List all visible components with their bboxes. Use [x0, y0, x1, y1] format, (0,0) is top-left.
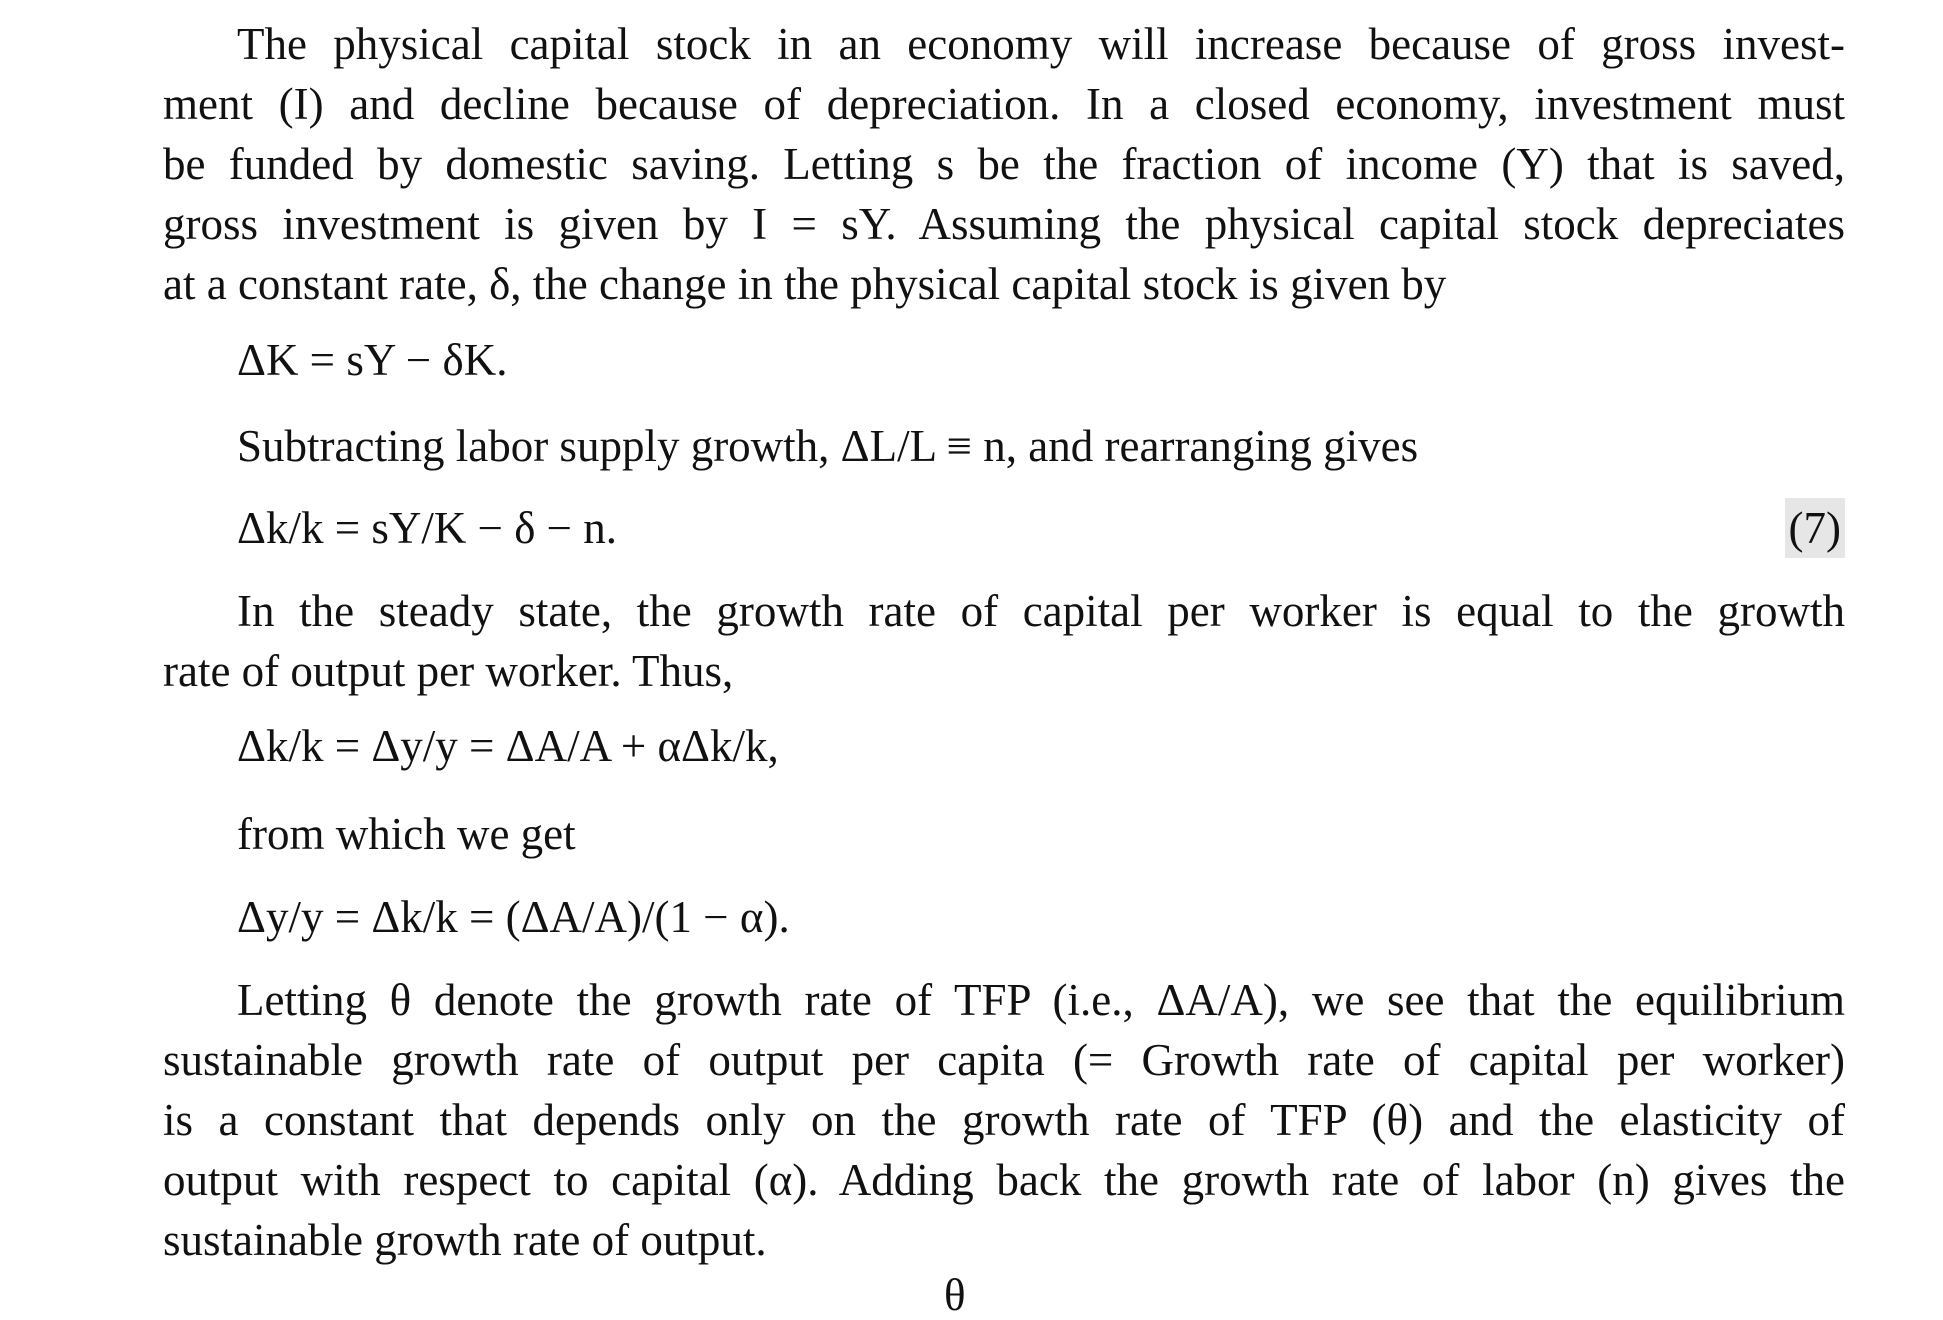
- paragraph-steady-state: [163, 581, 1845, 701]
- equation-steady-state: Δk/k = Δy/y = ΔA/A + αΔk/k,: [237, 721, 779, 771]
- equation-capital-growth: Δk/k = sY/K − δ − n.: [237, 503, 618, 553]
- paragraph-line: sustainable growth rate of output per capita (= Growth rate of capital per worker): [163, 1035, 1845, 1085]
- paragraph-line: at a constant rate, δ, the change in the physical capital stock is given by: [163, 259, 1447, 309]
- paragraph-line: output with respect to capital (α). Adding back the growth rate of labor (n) gives the: [163, 1155, 1845, 1205]
- equation-capital-change: ΔK = sY − δK.: [237, 335, 508, 385]
- paragraph-line: is a constant that depends only on the growth rate of TFP (θ) and the elasticity of: [163, 1095, 1845, 1145]
- paragraph-line: The physical capital stock in an economy will increase because of gross invest-: [237, 19, 1845, 69]
- equation-number-7: (7): [1785, 498, 1845, 558]
- paragraph-line: sustainable growth rate of output.: [163, 1215, 767, 1265]
- paragraph-capital-stock: [163, 14, 1845, 314]
- paragraph-line: ment (I) and decline because of depreciation. In a closed economy, investment must: [163, 79, 1845, 129]
- paragraph-line: Letting θ denote the growth rate of TFP (i.e., ΔA/A), we see that the equilibrium: [237, 975, 1845, 1025]
- paragraph-line: gross investment is given by I = sY. Assuming the physical capital stock depreciates: [163, 199, 1845, 249]
- paragraph-line: be funded by domestic saving. Letting s be the fraction of income (Y) that is saved,: [163, 139, 1845, 189]
- text-from-which: from which we get: [237, 809, 576, 859]
- equation-output-growth: Δy/y = Δk/k = (ΔA/A)/(1 − α).: [237, 892, 790, 942]
- cut-off-formula-glyph: θ: [944, 1270, 966, 1320]
- paragraph-tfp-growth: [163, 970, 1845, 1270]
- text-subtracting-labor: Subtracting labor supply growth, ΔL/L ≡ n, and rearranging gives: [237, 421, 1419, 471]
- paragraph-line: rate of output per worker. Thus,: [163, 646, 734, 696]
- paragraph-line: In the steady state, the growth rate of capital per worker is equal to the growth: [237, 586, 1845, 636]
